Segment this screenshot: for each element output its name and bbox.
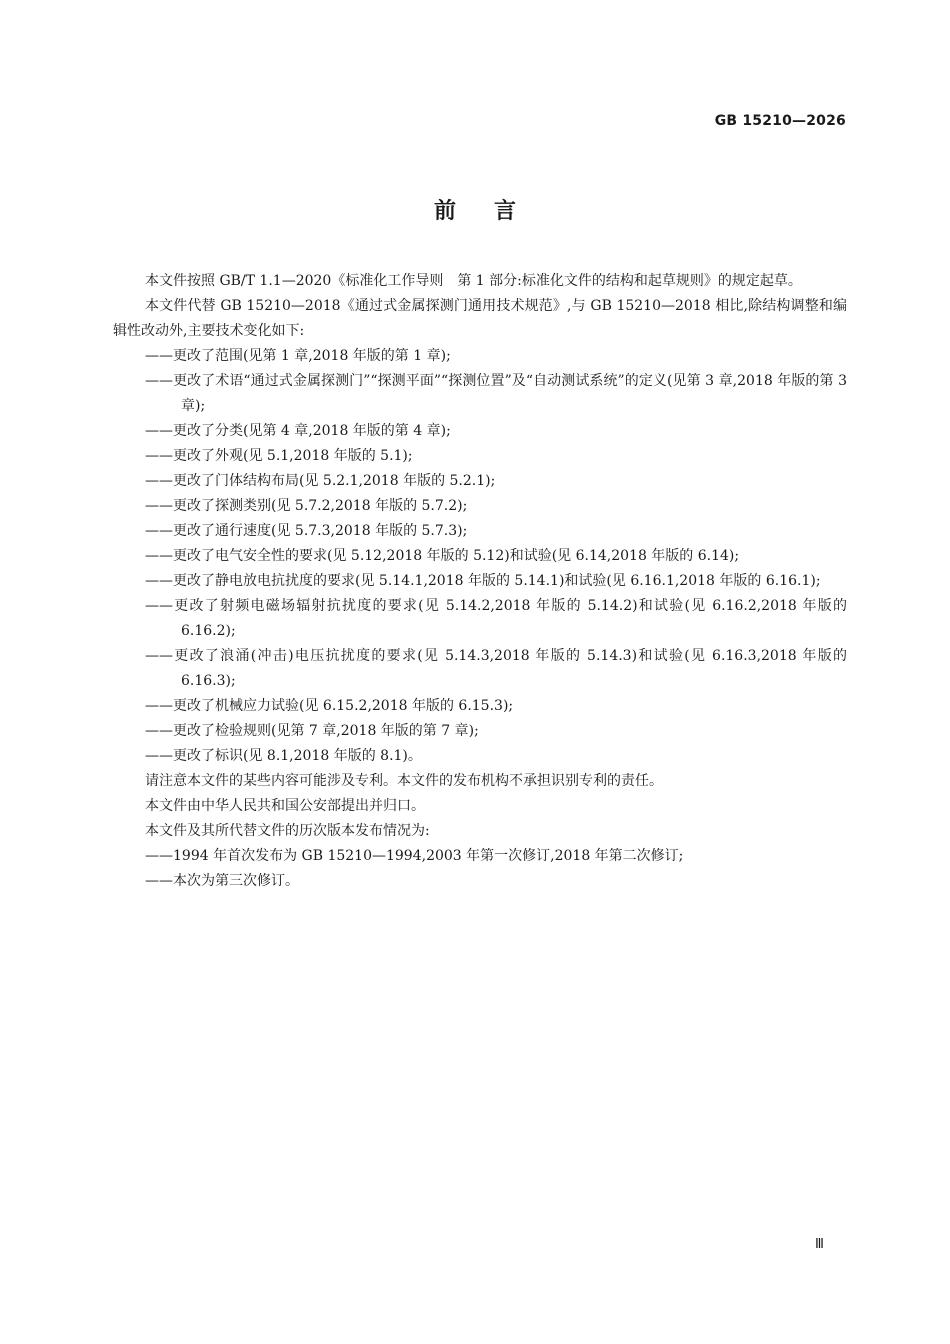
change-item: ——更改了外观(见 5.1,2018 年版的 5.1); — [145, 448, 413, 464]
standard-code: GB 15210—2026 — [714, 113, 846, 129]
change-item: ——更改了电气安全性的要求(见 5.12,2018 年版的 5.12)和试验(见 6.14,2018 年版的 6.14); — [145, 548, 740, 564]
change-item: ——更改了分类(见第 4 章,2018 年版的第 4 章); — [145, 423, 451, 439]
drafting-rules-paragraph: 本文件按照 GB/T 1.1—2020《标准化工作导则 第 1 部分:标准化文件的结构和起草规则》的规定起草。 — [145, 273, 802, 289]
history-item: ——本次为第三次修订。 — [145, 873, 299, 889]
replacement-paragraph: 本文件代替 GB 15210—2018《通过式金属探测门通用技术规范》,与 GB 15210—2018 相比,除结构调整和编辑性改动外,主要技术变化如下: — [113, 298, 847, 339]
change-item: ——更改了术语“通过式金属探测门”“探测平面”“探测位置”及“自动测试系统”的定义(见第 3 章,2018 年版的第 3 章); — [145, 373, 847, 414]
change-item: ——更改了探测类别(见 5.7.2,2018 年版的 5.7.2); — [145, 498, 468, 514]
change-item: ——更改了范围(见第 1 章,2018 年版的第 1 章); — [145, 348, 451, 364]
foreword-body — [113, 269, 847, 894]
change-item: ——更改了射频电磁场辐射抗扰度的要求(见 5.14.2,2018 年版的 5.14.2)和试验(见 6.16.2,2018 年版的 6.16.2); — [145, 598, 847, 639]
change-item: ——更改了门体结构布局(见 5.2.1,2018 年版的 5.2.1); — [145, 473, 496, 489]
change-item: ——更改了机械应力试验(见 6.15.2,2018 年版的 6.15.3); — [145, 698, 514, 714]
proposer-statement: 本文件由中华人民共和国公安部提出并归口。 — [145, 798, 425, 814]
patent-notice: 请注意本文件的某些内容可能涉及专利。本文件的发布机构不承担识别专利的责任。 — [145, 773, 663, 789]
history-intro: 本文件及其所代替文件的历次版本发布情况为: — [145, 823, 430, 839]
change-item: ——更改了标识(见 8.1,2018 年版的 8.1)。 — [145, 748, 422, 764]
change-item: ——更改了浪涌(冲击)电压抗扰度的要求(见 5.14.3,2018 年版的 5.14.3)和试验(见 6.16.3,2018 年版的 6.16.3); — [145, 648, 847, 689]
history-item: ——1994 年首次发布为 GB 15210—1994,2003 年第一次修订,2018 年第二次修订; — [145, 848, 684, 864]
change-item: ——更改了检验规则(见第 7 章,2018 年版的第 7 章); — [145, 723, 479, 739]
page-number: Ⅲ — [815, 1237, 824, 1252]
change-item: ——更改了静电放电抗扰度的要求(见 5.14.1,2018 年版的 5.14.1)和试验(见 6.16.1,2018 年版的 6.16.1); — [145, 573, 821, 589]
change-item: ——更改了通行速度(见 5.7.3,2018 年版的 5.7.3); — [145, 523, 468, 539]
page-title: 前言 — [433, 199, 554, 224]
